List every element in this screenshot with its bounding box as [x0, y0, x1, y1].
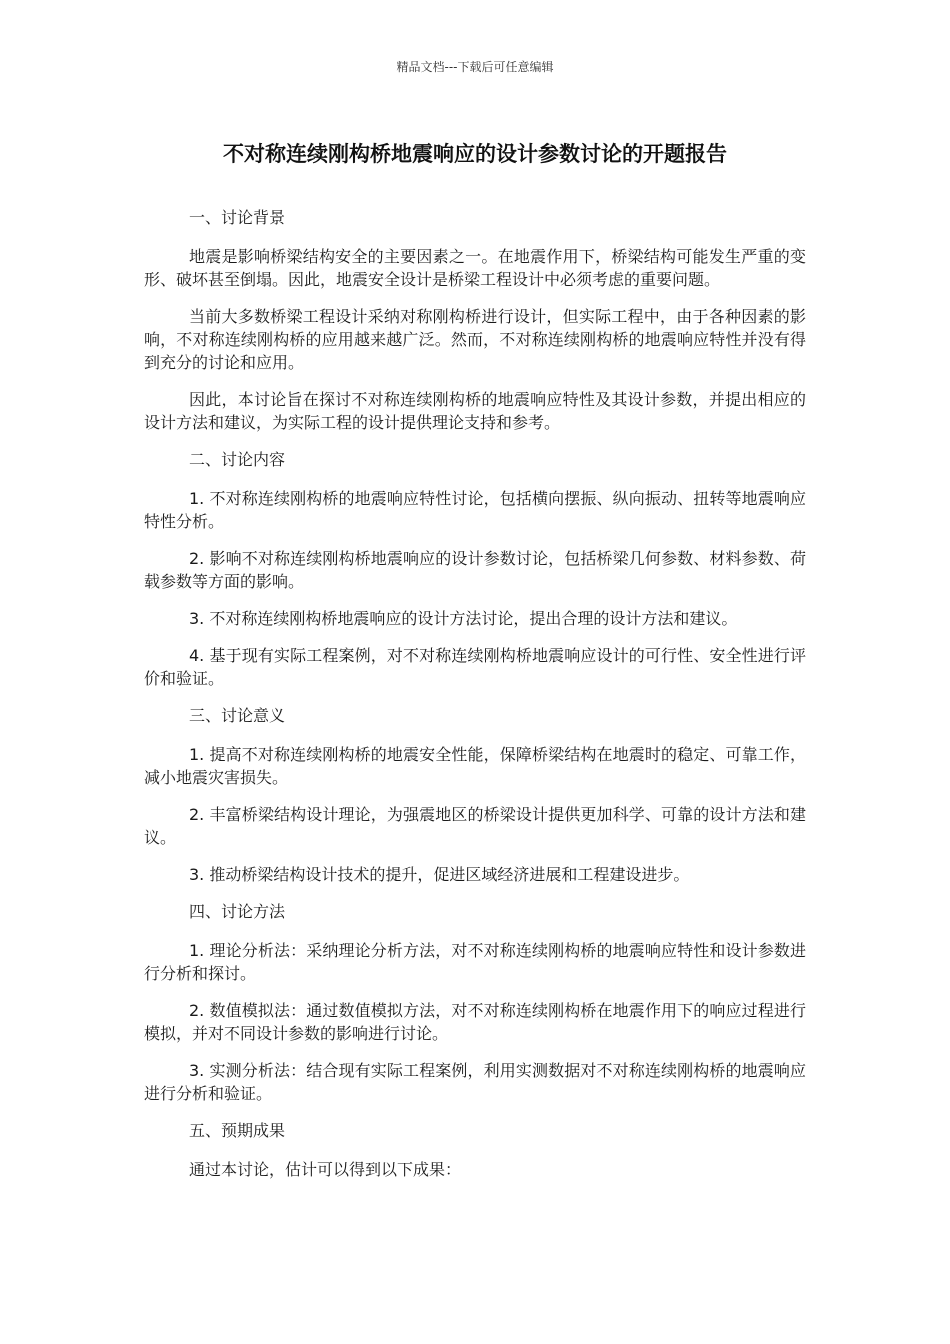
body-paragraph: 当前大多数桥梁工程设计采纳对称刚构桥进行设计，但实际工程中，由于各种因素的影响，不对称连续刚构桥的应用越来越广泛。然而，不对称连续刚构桥的地震响应特性并没有得到充分的讨论和应用。: [144, 307, 806, 372]
list-item: 3. 实测分析法：结合现有实际工程案例，利用实测数据对不对称连续刚构桥的地震响应进行分析和验证。: [144, 1061, 806, 1103]
section-heading: 五、预期成果: [189, 1121, 286, 1140]
list-item: 2. 丰富桥梁结构设计理论，为强震地区的桥梁设计提供更加科学、可靠的设计方法和建议。: [144, 805, 806, 847]
list-item: 4. 基于现有实际工程案例，对不对称连续刚构桥地震响应设计的可行性、安全性进行评价和验证。: [144, 646, 806, 688]
section-heading: 四、讨论方法: [189, 902, 286, 921]
list-item: 1. 理论分析法：采纳理论分析方法，对不对称连续刚构桥的地震响应特性和设计参数进行分析和探讨。: [144, 941, 806, 983]
section-heading: 三、讨论意义: [189, 706, 286, 725]
list-item: 3. 推动桥梁结构设计技术的提升，促进区域经济进展和工程建设进步。: [189, 865, 690, 884]
list-item: 1. 提高不对称连续刚构桥的地震安全性能，保障桥梁结构在地震时的稳定、可靠工作，减小地震灾害损失。: [144, 745, 806, 787]
body-paragraph: 地震是影响桥梁结构安全的主要因素之一。在地震作用下，桥梁结构可能发生严重的变形、破坏甚至倒塌。因此，地震安全设计是桥梁工程设计中必须考虑的重要问题。: [144, 247, 806, 289]
list-item: 2. 影响不对称连续刚构桥地震响应的设计参数讨论，包括桥梁几何参数、材料参数、荷载参数等方面的影响。: [144, 549, 806, 591]
document-body: [144, 206, 806, 1195]
body-paragraph: 通过本讨论，估计可以得到以下成果：: [189, 1160, 462, 1179]
header-note: 精品文档---下载后可任意编辑: [396, 60, 554, 74]
section-heading: 一、讨论背景: [189, 208, 286, 227]
body-paragraph: 因此，本讨论旨在探讨不对称连续刚构桥的地震响应特性及其设计参数，并提出相应的设计方法和建议，为实际工程的设计提供理论支持和参考。: [144, 390, 806, 432]
list-item: 1. 不对称连续刚构桥的地震响应特性讨论，包括横向摆振、纵向振动、扭转等地震响应特性分析。: [144, 489, 806, 531]
document-title: 不对称连续刚构桥地震响应的设计参数讨论的开题报告: [223, 142, 727, 166]
list-item: 2. 数值模拟法：通过数值模拟方法，对不对称连续刚构桥在地震作用下的响应过程进行模拟，并对不同设计参数的影响进行讨论。: [144, 1001, 806, 1043]
section-heading: 二、讨论内容: [189, 450, 286, 469]
list-item: 3. 不对称连续刚构桥地震响应的设计方法讨论，提出合理的设计方法和建议。: [189, 609, 738, 628]
